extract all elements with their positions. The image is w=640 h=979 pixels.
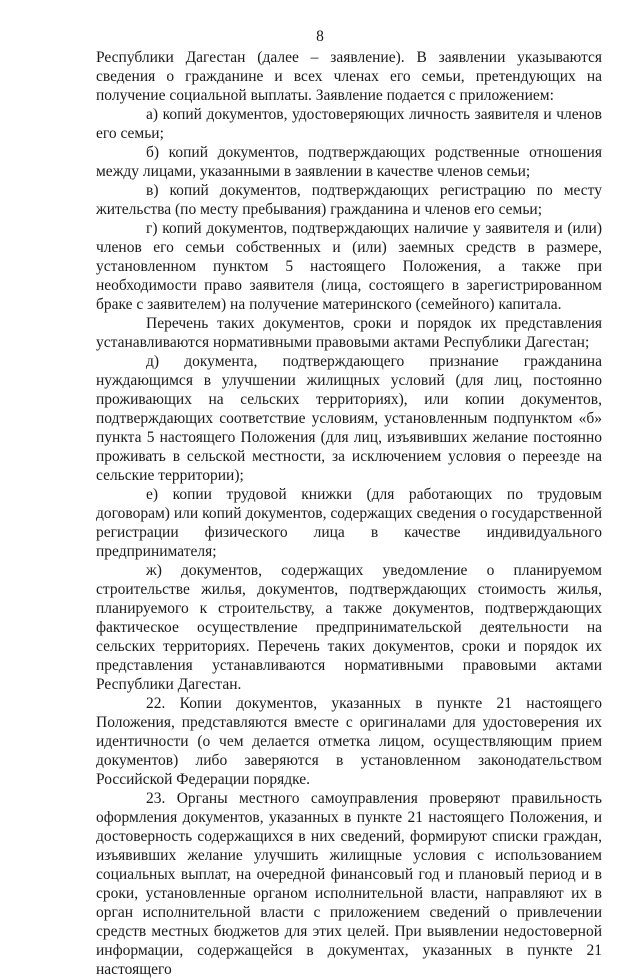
- paragraph-item-b: б) копий документов, подтверждающих родственные отношения между лицами, указанными в заявлении в качестве членов семьи;: [96, 144, 602, 180]
- paragraph-clause-22: 22. Копии документов, указанных в пункте 21 настоящего Положения, представляются вместе с оригиналами для удостоверения их идентичности (о чем делается отметка лицом, осуществляющим прием документов) либо заверяются в установленном законодательством Российской Федерации порядке.: [96, 695, 602, 788]
- document-body: [96, 48, 602, 979]
- paragraph-continuation: Республики Дагестан (далее – заявление). В заявлении указываются сведения о гражданине и всех членах его семьи, претендующих на получение социальной выплаты. Заявление подается с приложением:: [96, 49, 602, 104]
- paragraph-item-e: е) копии трудовой книжки (для работающих по трудовым договорам) или копий документов, содержащих сведения о государственной регистрации физического лица в качестве индивидуального предпринимателя;: [96, 486, 602, 560]
- paragraph-item-v: в) копий документов, подтверждающих регистрацию по месту жительства (по месту пребывания) гражданина и членов его семьи;: [96, 182, 602, 218]
- paragraph-item-a: а) копий документов, удостоверяющих личность заявителя и членов его семьи;: [96, 106, 602, 142]
- paragraph-documents-list: Перечень таких документов, сроки и порядок их представления устанавливаются нормативными правовыми актами Республики Дагестан;: [96, 315, 602, 351]
- paragraph-clause-23: 23. Органы местного самоуправления проверяют правильность оформления документов, указанных в пункте 21 настоящего Положения, и достоверность содержащихся в них сведений, формируют списки граждан, изъявивших желание улучшить жилищные условия с использованием социальных выплат, на очередной финансовый год и плановый период и в сроки, установленные органом исполнительной власти, направляют их в орган исполнительной власти с приложением сведений о привлечении средств местных бюджетов для этих целей. При выявлении недостоверной информации, содержащейся в документах, указанных в пункте 21 настоящего: [96, 790, 602, 978]
- page-number: 8: [316, 28, 324, 45]
- paragraph-item-g: г) копий документов, подтверждающих наличие у заявителя и (или) членов его семьи собственных и (или) заемных средств в размере, установленном пунктом 5 настоящего Положения, а также при необходимости право заявителя (лица, состоящего в зарегистрированном браке с заявителем) на получение материнского (семейного) капитала.: [96, 220, 602, 313]
- paragraph-item-d: д) документа, подтверждающего признание гражданина нуждающимся в улучшении жилищных условий (для лиц, постоянно проживающих на сельских территориях), или копии документов, подтверждающих соответствие условиям, установленным подпунктом «б» пункта 5 настоящего Положения (для лиц, изъявивших желание постоянно проживать в сельской местности, за исключением условия о переезде на сельские территории);: [96, 353, 602, 484]
- paragraph-item-zh: ж) документов, содержащих уведомление о планируемом строительстве жилья, документов, подтверждающих стоимость жилья, планируемого к строительству, а также документов, подтверждающих фактическое осуществление предпринимательской деятельности на сельских территориях. Перечень таких документов, сроки и порядок их представления устанавливаются нормативными правовыми актами Республики Дагестан.: [96, 562, 602, 693]
